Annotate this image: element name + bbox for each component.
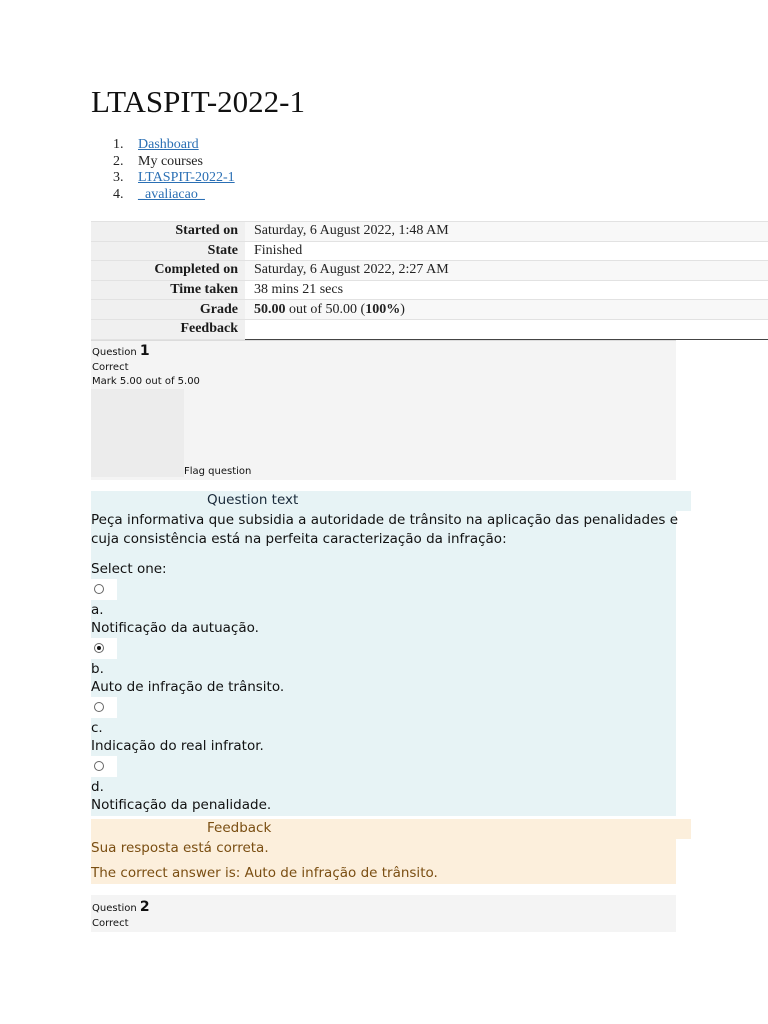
grade-score: 50.00 <box>254 301 286 317</box>
summary-row-time-taken <box>91 280 768 300</box>
option-a-letter: a. <box>91 602 104 618</box>
breadcrumb-number: 4. <box>113 186 124 202</box>
breadcrumb-number: 2. <box>113 153 124 169</box>
question-1-mark: Mark 5.00 out of 5.00 <box>92 376 200 387</box>
option-a-text[interactable]: Notificação da autuação. <box>91 620 259 636</box>
feedback-body <box>91 839 676 884</box>
started-on-label: Started on <box>91 222 245 242</box>
question-1-state: Correct <box>92 362 129 373</box>
attempt-summary-table <box>91 221 768 340</box>
summary-row-feedback <box>91 319 768 339</box>
question-2-info <box>91 895 676 932</box>
question-text-heading: Question text <box>207 492 299 508</box>
summary-row-state <box>91 241 768 261</box>
breadcrumb-item-dashboard <box>91 137 235 154</box>
breadcrumb-number: 1. <box>113 137 124 152</box>
completed-on-label: Completed on <box>91 261 245 281</box>
breadcrumb-item-avaliacao <box>91 187 235 204</box>
question-word: Question <box>92 347 137 358</box>
option-d-radio[interactable] <box>91 756 117 777</box>
grade-percent: 100% <box>365 301 401 317</box>
my-courses-label: My courses <box>138 153 203 169</box>
option-d-letter: d. <box>91 779 104 795</box>
option-c-letter: c. <box>91 720 103 736</box>
question-1-body <box>91 511 676 816</box>
grade-label: Grade <box>91 300 245 320</box>
radio-icon <box>94 761 104 771</box>
question-number: 1 <box>139 343 150 359</box>
time-taken-value: 38 mins 21 secs <box>245 280 768 300</box>
option-b-text[interactable]: Auto de infração de trânsito. <box>91 679 285 695</box>
question-text-header <box>91 491 691 511</box>
question-1-label <box>92 343 150 359</box>
question-text-line-2: cuja consistência está na perfeita caracterização da infração: <box>91 531 507 547</box>
breadcrumb-item-course <box>91 170 235 187</box>
feedback-label: Feedback <box>91 319 245 339</box>
page-title: LTASPIT-2022-1 <box>91 84 305 119</box>
course-link[interactable]: LTASPIT-2022-1 <box>138 170 235 185</box>
dashboard-link[interactable]: Dashboard <box>138 137 199 152</box>
flag-question-link[interactable]: Flag question <box>184 466 252 477</box>
question-text-line-1: Peça informativa que subsidia a autoridade de trânsito na aplicação das penalidades e <box>91 512 678 528</box>
question-number: 2 <box>139 899 150 915</box>
question-2-state: Correct <box>92 918 129 929</box>
time-taken-label: Time taken <box>91 280 245 300</box>
grade-text: out of 50.00 ( <box>285 301 366 317</box>
option-b-letter: b. <box>91 661 104 677</box>
breadcrumb-item-my-courses <box>91 154 235 171</box>
option-a-radio[interactable] <box>91 579 117 600</box>
question-info-panel <box>91 389 184 477</box>
select-one-prompt: Select one: <box>91 561 167 577</box>
option-c-text[interactable]: Indicação do real infrator. <box>91 738 264 754</box>
grade-text-end: ) <box>400 301 405 317</box>
breadcrumb-number: 3. <box>113 170 124 185</box>
correct-answer-text: The correct answer is: Auto de infração de trânsito. <box>91 865 438 881</box>
summary-row-started-on <box>91 222 768 242</box>
grade-value <box>245 300 768 320</box>
completed-on-value: Saturday, 6 August 2022, 2:27 AM <box>245 261 768 281</box>
feedback-header <box>91 819 691 839</box>
question-word: Question <box>92 903 137 914</box>
question-1-info <box>91 340 676 480</box>
feedback-value <box>245 319 768 339</box>
radio-icon <box>94 702 104 712</box>
radio-checked-icon <box>94 643 104 653</box>
started-on-value: Saturday, 6 August 2022, 1:48 AM <box>245 222 768 242</box>
feedback-heading: Feedback <box>207 820 272 836</box>
state-value: Finished <box>245 241 768 261</box>
feedback-correct-text: Sua resposta está correta. <box>91 840 269 856</box>
question-2-label <box>92 899 150 915</box>
option-d-text[interactable]: Notificação da penalidade. <box>91 797 272 813</box>
breadcrumb <box>91 137 235 203</box>
option-c-radio[interactable] <box>91 697 117 718</box>
option-b-radio[interactable] <box>91 638 117 659</box>
summary-row-completed-on <box>91 261 768 281</box>
avaliacao-link[interactable]: _avaliacao_ <box>138 186 205 202</box>
state-label: State <box>91 241 245 261</box>
radio-icon <box>94 584 104 594</box>
summary-row-grade <box>91 300 768 320</box>
